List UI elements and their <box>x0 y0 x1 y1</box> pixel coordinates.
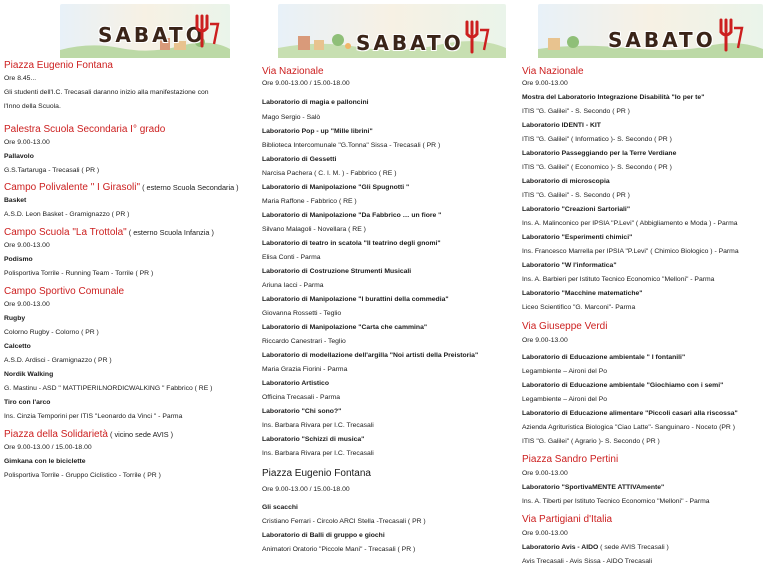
activity-title-text: Laboratorio di Manipolazione "Da Fabbrico … un fiore " <box>262 212 442 219</box>
detail-text-text: Ore 9.00-13.00 / 15.00-18.00 <box>4 444 92 451</box>
detail-text <box>262 142 514 149</box>
activity-title-text: Nordik Walking <box>4 371 54 378</box>
venue-heading-text: Piazza Eugenio Fontana <box>4 60 113 71</box>
detail-text-text: Ins. A. Tiberti per Istituto Tecnico Economico "Melloni" - Parma <box>522 498 710 505</box>
venue-heading-text: Campo Sportivo Comunale <box>4 286 125 297</box>
detail-text-text: Legambiente – Aironi del Po <box>522 368 608 375</box>
activity-title-text: Pallavolo <box>4 153 34 160</box>
detail-text-text: A.S.D. Leon Basket - Gramignazzo ( PR ) <box>4 211 130 218</box>
detail-text-text: ITIS "G. Galilei" ( Economico )- S. Secondo ( PR ) <box>522 164 672 171</box>
detail-text-text: Biblioteca Intercomunale "G.Tonna" Sissa - Trecasali ( PR ) <box>262 142 441 149</box>
detail-text <box>4 301 254 308</box>
activity-title <box>4 197 254 204</box>
activity-title <box>4 153 254 160</box>
venue-heading-text: Via Nazionale <box>522 66 584 77</box>
detail-text-text: Mago Sergio - Salò <box>262 114 321 121</box>
activity-title-text: Laboratorio "Schizzi di musica" <box>262 436 365 443</box>
venue-heading <box>522 514 766 525</box>
detail-text <box>4 139 254 146</box>
venue-heading <box>522 321 766 332</box>
detail-text-text: Maria Grazia Fiorini - Parma <box>262 366 348 373</box>
venue-heading <box>4 429 254 440</box>
header-banner-left <box>60 4 230 58</box>
venue-heading-text: Via Nazionale <box>262 66 324 77</box>
detail-text <box>522 470 766 477</box>
activity-title-text: Laboratorio di magia e palloncini <box>262 99 369 106</box>
detail-text-text: Silvano Malagoli - Novellara ( RE ) <box>262 226 366 233</box>
fork-logo-icon <box>192 14 220 48</box>
venue-heading-text: Palestra Scuola Secondaria I° grado <box>4 124 166 135</box>
detail-text <box>4 270 254 277</box>
banner-title: SABATO <box>98 23 206 47</box>
detail-text-text: Ore 9.00-13.00 <box>4 139 50 146</box>
detail-text <box>4 472 254 479</box>
activity-title <box>522 484 766 491</box>
detail-text <box>4 413 254 420</box>
detail-text <box>262 366 514 373</box>
detail-text-text: Ore 8.45... <box>4 75 37 82</box>
detail-text <box>522 396 766 403</box>
detail-text <box>4 329 254 336</box>
detail-text <box>522 248 766 255</box>
activity-title-text: Laboratorio di Costruzione Strumenti Musicali <box>262 268 412 275</box>
activity-title <box>522 178 766 185</box>
activity-title-text: Laboratorio di Educazione alimentare "Piccoli casari alla riscossa" <box>522 410 738 417</box>
activity-title <box>4 343 254 350</box>
activity-title <box>262 324 514 331</box>
activity-title <box>262 184 514 191</box>
venue-heading-text: Piazza Sandro Pertini <box>522 454 619 465</box>
column-middle <box>258 0 516 553</box>
detail-text-text: Polisportiva Torrile - Running Team - Torrile ( PR ) <box>4 270 154 277</box>
activity-title-text: Laboratorio "Esperimenti chimici" <box>522 234 633 241</box>
heading-note: ( esterno Scuola Secondaria ) <box>140 183 239 192</box>
activity-title <box>522 206 766 213</box>
venue-heading <box>262 66 514 77</box>
detail-text-text: Ore 9.00-13.00 <box>522 80 568 87</box>
detail-text <box>522 498 766 505</box>
detail-text <box>4 385 254 392</box>
activity-title <box>522 544 766 551</box>
detail-text-text: ITIS "G. Galilei" ( Informatico )- S. Secondo ( PR ) <box>522 136 672 143</box>
detail-text <box>522 164 766 171</box>
activity-title <box>262 296 514 303</box>
activity-title-text: Laboratorio Passeggiando per la Terre Verdiane <box>522 150 677 157</box>
activity-title-text: Laboratorio di Balli di gruppo e giochi <box>262 532 385 539</box>
activity-title <box>4 256 254 263</box>
detail-text-text: A.S.D. Ardisci - Gramignazzo ( PR ) <box>4 357 112 364</box>
activity-title-text: Laboratorio "Chi sono?" <box>262 408 342 415</box>
activity-title-text: Basket <box>4 197 27 204</box>
detail-text-text: Avis Trecasali - Avis Sissa - AIDO Trecasali <box>522 558 653 565</box>
activity-title <box>522 122 766 129</box>
activity-title <box>262 408 514 415</box>
activity-title <box>262 128 514 135</box>
activity-title <box>522 150 766 157</box>
detail-text-text: ITIS "G. Galilei" ( Agrario )- S. Secondo ( PR ) <box>522 438 660 445</box>
activity-title-text: Laboratorio di teatro in scatola "Il teatrino degli gnomi" <box>262 240 441 247</box>
activity-title <box>4 315 254 322</box>
activity-title <box>522 262 766 269</box>
venue-heading <box>522 454 766 465</box>
activity-title <box>522 234 766 241</box>
detail-text-text: Ore 9.00-13.00 <box>4 301 50 308</box>
venue-heading-text: Via Giuseppe Verdi <box>522 321 608 332</box>
detail-text <box>262 450 514 457</box>
activity-title-text: Laboratorio di Manipolazione "Gli Spugnotti " <box>262 184 410 191</box>
detail-text-text: Cristiano Ferrari - Circolo ARCI Stella -Trecasali ( PR ) <box>262 518 426 525</box>
detail-text-text: ITIS "G. Galilei" - S. Secondo ( PR ) <box>522 192 630 199</box>
activity-title-text: Laboratorio di microscopia <box>522 178 610 185</box>
detail-text <box>522 80 766 87</box>
activity-title-text: Laboratorio di Manipolazione "I burattini della commedia" <box>262 296 449 303</box>
activity-title-text: Tiro con l'arco <box>4 399 51 406</box>
detail-text <box>522 424 766 431</box>
detail-text-text: Ariuna Iacci - Parma <box>262 282 324 289</box>
detail-text-text: Polisportiva Torrile - Gruppo Ciclistico - Torrile ( PR ) <box>4 472 161 479</box>
detail-text <box>4 211 254 218</box>
detail-text-text: Ore 9.00-13.00 <box>522 337 568 344</box>
activity-title <box>4 399 254 406</box>
detail-text-text: Animatori Oratorio "Piccole Mani" - Trecasali ( PR ) <box>262 546 416 553</box>
detail-text-text: Narcisa Pachera ( C. I. M. ) - Fabbrico ( RE ) <box>262 170 397 177</box>
activity-title <box>262 436 514 443</box>
banner-title: SABATO <box>356 31 464 55</box>
activity-title <box>262 352 514 359</box>
detail-text-text: Legambiente – Aironi del Po <box>522 396 608 403</box>
detail-text <box>522 530 766 537</box>
detail-text-text: Ins. Barbara Rivara per I.C. Trecasali <box>262 422 374 429</box>
activity-title <box>262 99 514 106</box>
column-right <box>518 0 768 565</box>
detail-text-text: Ins. A. Barbieri per Istituto Tecnico Economico "Melloni" - Parma <box>522 276 715 283</box>
activity-title <box>4 371 254 378</box>
detail-text <box>4 103 254 110</box>
detail-text <box>262 254 514 261</box>
activity-title-text: Rugby <box>4 315 26 322</box>
detail-text-text: Elisa Conti - Parma <box>262 254 321 261</box>
venue-heading <box>4 182 254 193</box>
detail-text <box>522 558 766 565</box>
detail-text-text: Officina Trecasali - Parma <box>262 394 341 401</box>
activity-title <box>522 290 766 297</box>
column-left <box>0 0 256 543</box>
venue-heading <box>4 60 254 71</box>
detail-text-text: Liceo Scientifico "G. Marconi"- Parma <box>522 304 636 311</box>
venue-heading <box>4 227 254 238</box>
heading-note: ( sede AVIS Trecasali ) <box>598 544 669 551</box>
detail-text <box>262 80 514 87</box>
venue-heading-text: Campo Polivalente " I Girasoli" <box>4 182 141 193</box>
detail-text <box>522 368 766 375</box>
venue-heading <box>522 66 766 77</box>
detail-text-text: l'Inno della Scuola. <box>4 103 61 110</box>
activity-title-text: Calcetto <box>4 343 31 350</box>
detail-text-text: Ins. Francesco Marrella per IPSIA "P.Levi" ( Chimico Biologico ) - Parma <box>522 248 739 255</box>
detail-text <box>262 518 514 525</box>
activity-title-text: Laboratorio di Educazione ambientale "Giochiamo con i semi" <box>522 382 724 389</box>
activity-title-text: Gimkana con le biciclette <box>4 458 86 465</box>
activity-title-text: Laboratorio Artistico <box>262 380 329 387</box>
detail-text-text: Ins. A. Malinconico per IPSIA "P.Levi" ( Abbigliamento e Moda ) - Parma <box>522 220 738 227</box>
activity-title <box>522 410 766 417</box>
detail-text <box>262 486 514 493</box>
detail-text <box>522 304 766 311</box>
detail-text-text: Ore 9.00-13.00 <box>522 530 568 537</box>
venue-heading-text: Via Partigiani d'Italia <box>522 514 613 525</box>
detail-text-text: G.S.Tartaruga - Trecasali ( PR ) <box>4 167 100 174</box>
venue-heading <box>4 286 254 297</box>
activity-title <box>262 240 514 247</box>
detail-text-text: Giovanna Rossetti - Teglio <box>262 310 342 317</box>
activity-title-text: Laboratorio "Creazioni Sartoriali" <box>522 206 631 213</box>
header-banner-middle <box>278 4 506 58</box>
detail-text <box>522 192 766 199</box>
venue-heading <box>4 124 254 135</box>
activity-title <box>262 532 514 539</box>
detail-text-text: G. Mastinu - ASD " MATTIPERILNORDICWALKING " Fabbrico ( RE ) <box>4 385 213 392</box>
activity-title-text: Laboratorio "SportivaMENTE ATTIVAmente" <box>522 484 665 491</box>
fork-logo-icon <box>716 18 744 52</box>
detail-text <box>522 220 766 227</box>
detail-text-text: Ore 9.00-13.00 <box>4 242 50 249</box>
activity-title <box>522 354 766 361</box>
detail-text <box>262 170 514 177</box>
detail-text <box>4 167 254 174</box>
activity-title-text: Laboratorio di modellazione dell'argilla "Noi artisti della Preistoria" <box>262 352 479 359</box>
detail-text-text: Ore 9.00-13.00 / 15.00-18.00 <box>262 80 350 87</box>
detail-text-text: Maria Raffone - Fabbrico ( RE ) <box>262 198 357 205</box>
activity-title <box>4 458 254 465</box>
activity-title-text: Gli scacchi <box>262 504 298 511</box>
detail-text <box>4 89 254 96</box>
activity-title-text: Laboratorio "Macchine matematiche" <box>522 290 643 297</box>
activity-title <box>262 212 514 219</box>
activity-title-text: Laboratorio di Educazione ambientale " I fontanili" <box>522 354 686 361</box>
detail-text <box>4 444 254 451</box>
detail-text <box>262 310 514 317</box>
detail-text-text: Ins. Cinzia Temporini per ITIS "Leonardo da Vinci " - Parma <box>4 413 183 420</box>
detail-text-text: Azienda Agrituristica Biologica "Ciao Latte"- Sanguinaro - Noceto (PR ) <box>522 424 735 431</box>
detail-text <box>262 394 514 401</box>
detail-text <box>522 136 766 143</box>
detail-text-text: ITIS "G. Galilei" - S. Secondo ( PR ) <box>522 108 630 115</box>
detail-text <box>522 337 766 344</box>
activity-title-text: Laboratorio di Gessetti <box>262 156 337 163</box>
heading-note: ( vicino sede AVIS ) <box>107 430 174 439</box>
detail-text <box>262 338 514 345</box>
venue-heading-text: Piazza Eugenio Fontana <box>262 468 371 479</box>
detail-text-text: Riccardo Canestrari - Teglio <box>262 338 346 345</box>
detail-text <box>4 357 254 364</box>
activity-title <box>522 382 766 389</box>
activity-title-text: Laboratorio "W l'informatica" <box>522 262 617 269</box>
activity-title-text: Laboratorio Avis - AIDO <box>522 544 599 551</box>
detail-text-text: Ore 9.00-13.00 <box>522 470 568 477</box>
activity-title <box>262 504 514 511</box>
activity-title-text: Laboratorio di Manipolazione "Carta che cammina" <box>262 324 428 331</box>
activity-title <box>262 380 514 387</box>
activity-title-text: Podismo <box>4 256 33 263</box>
activity-title-text: Mostra del Laboratorio Integrazione Disabilità "Io per te" <box>522 94 705 101</box>
activity-title <box>262 268 514 275</box>
detail-text <box>522 438 766 445</box>
header-banner-right <box>538 4 763 58</box>
detail-text <box>4 75 254 82</box>
detail-text <box>262 546 514 553</box>
detail-text <box>262 282 514 289</box>
detail-text <box>262 226 514 233</box>
fork-logo-icon <box>462 20 490 54</box>
detail-text-text: Gli studenti dell'I.C. Trecasali daranno inizio alla manifestazione con <box>4 89 209 96</box>
activity-title-text: Laboratorio Pop - up "Mille librini" <box>262 128 373 135</box>
detail-text <box>262 114 514 121</box>
detail-text <box>522 276 766 283</box>
detail-text <box>522 108 766 115</box>
detail-text <box>262 422 514 429</box>
detail-text-text: Colorno Rugby - Colorno ( PR ) <box>4 329 99 336</box>
detail-text-text: Ore 9.00-13.00 / 15.00-18.00 <box>262 486 350 493</box>
detail-text <box>262 198 514 205</box>
activity-title-text: Laboratorio IDENTI - KIT <box>522 122 601 129</box>
activity-title <box>522 94 766 101</box>
detail-text <box>4 242 254 249</box>
detail-text-text: Ins. Barbara Rivara per I.C. Trecasali <box>262 450 374 457</box>
heading-note: ( esterno Scuola Infanzia ) <box>126 228 214 237</box>
activity-title <box>262 156 514 163</box>
venue-heading-text: Piazza della Solidarietà <box>4 429 108 440</box>
banner-title: SABATO <box>608 28 716 52</box>
venue-heading-text: Campo Scuola "La Trottola" <box>4 227 127 238</box>
venue-heading <box>262 468 514 479</box>
